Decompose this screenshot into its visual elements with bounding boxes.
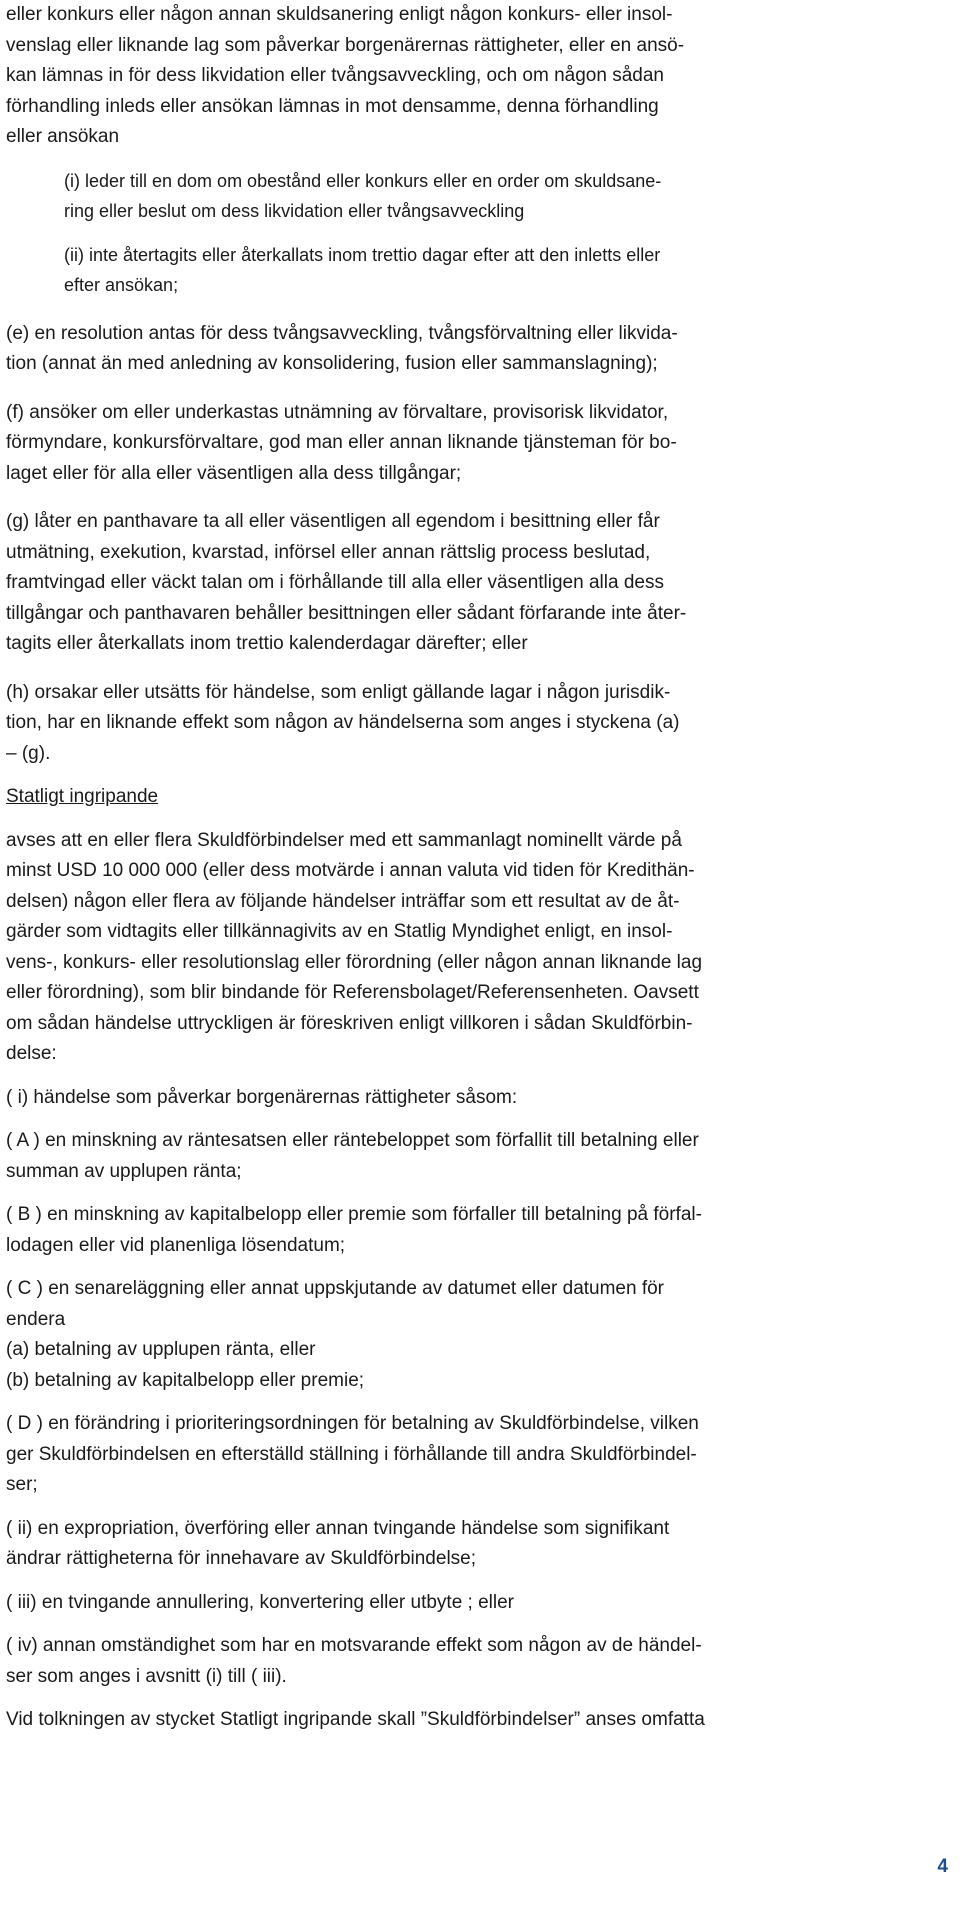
text-line: (i) leder till en dom om obestånd eller konkurs eller en order om skuldsane- [64, 170, 662, 191]
text-line: Vid tolkningen av stycket Statligt ingripande skall ”Skuldförbindelser” anses omfatta [6, 1709, 705, 1730]
text-line: (g) låter en panthavare ta all eller väsentligen all egendom i besittning eller får [6, 511, 660, 532]
paragraph-iii [6, 1588, 866, 1619]
paragraph-iv [6, 1631, 866, 1692]
text-line: summan av upplupen ränta; [6, 1160, 242, 1182]
text-line: eller förordning), som blir bindande för Referensbolaget/Referensenheten. Oavsett [6, 982, 699, 1003]
text-line: eller ansökan [6, 126, 120, 147]
text-line: ring eller beslut om dess likvidation eller tvångsavveckling [64, 201, 525, 221]
text-line: ( ii) en expropriation, överföring eller annan tvingande händelse som signifikant [6, 1517, 670, 1539]
paragraph-ii [6, 1514, 866, 1575]
text-line: ser; [6, 1474, 38, 1495]
section-heading: Statligt ingripande [6, 786, 159, 807]
text-line: tagits eller återkallats inom trettio kalenderdagar därefter; eller [6, 633, 528, 654]
paragraph-f [6, 398, 866, 490]
text-line: tion, har en liknande effekt som någon av händelserna som anges i styckena (a) [6, 712, 680, 733]
text-line: ( D ) en förändring i prioriteringsordningen för betalning av Skuldförbindelse, vilken [6, 1413, 699, 1434]
paragraph-C [6, 1274, 866, 1396]
text-line: kan lämnas in för dess likvidation eller tvångsavveckling, och om någon sådan [6, 65, 664, 86]
text-line: laget eller för alla eller väsentligen alla dess tillgångar; [6, 462, 462, 484]
text-line: ger Skuldförbindelsen en efterställd ställning i förhållande till andra Skuldförbindel- [6, 1443, 697, 1465]
text-line: ( iv) annan omständighet som har en motsvarande effekt som någon av de händel- [6, 1635, 702, 1656]
paragraph-A [6, 1126, 866, 1187]
text-line: lodagen eller vid planenliga lösendatum; [6, 1234, 346, 1256]
text-line: avses att en eller flera Skuldförbindelser med ett sammanlagt nominellt värde på [6, 829, 682, 851]
paragraph-sub-i [6, 166, 866, 227]
text-line: ( iii) en tvingande annullering, konvertering eller utbyte ; eller [6, 1591, 514, 1613]
text-line: – (g). [6, 742, 51, 764]
text-line: utmätning, exekution, kvarstad, införsel eller annan rättslig process beslutad, [6, 541, 651, 563]
text-line: framtvingad eller väckt talan om i förhållande till alla eller väsentligen alla dess [6, 572, 664, 593]
text-line: (h) orsakar eller utsätts för händelse, som enligt gällande lagar i någon jurisdik- [6, 681, 671, 703]
paragraph-e [6, 319, 866, 380]
paragraph-h [6, 678, 866, 770]
text-line: endera [6, 1308, 66, 1330]
text-line: delse: [6, 1043, 57, 1064]
paragraph-B [6, 1200, 866, 1261]
text-line: eller konkurs eller någon annan skuldsanering enligt någon konkurs- eller insol- [6, 4, 673, 25]
text-line: delsen) någon eller flera av följande händelser inträffar som ett resultat av de åt- [6, 890, 680, 912]
paragraph-intro [6, 0, 866, 153]
text-line: venslag eller liknande lag som påverkar borgenärernas rättigheter, eller en ansö- [6, 34, 685, 56]
paragraph-g [6, 507, 866, 660]
text-line: (e) en resolution antas för dess tvångsavveckling, tvångsförvaltning eller likvida- [6, 322, 678, 344]
text-line: efter ansökan; [64, 275, 179, 295]
paragraph-sub-ii [6, 240, 866, 301]
text-line: ser som anges i avsnitt (i) till ( iii). [6, 1665, 287, 1687]
text-line: ( B ) en minskning av kapitalbelopp eller premie som förfaller till betalning på förfal- [6, 1204, 702, 1225]
text-line: ( A ) en minskning av räntesatsen eller räntebeloppet som förfallit till betalning eller [6, 1130, 699, 1151]
text-line: ( C ) en senareläggning eller annat uppskjutande av datumet eller datumen för [6, 1278, 665, 1299]
text-line: (f) ansöker om eller underkastas utnämning av förvaltare, provisorisk likvidator, [6, 401, 669, 423]
text-line: tion (annat än med anledning av konsolidering, fusion eller sammanslagning); [6, 353, 658, 374]
text-line: (ii) inte återtagits eller återkallats inom trettio dagar efter att den inletts eller [64, 244, 661, 265]
paragraph-i [6, 1083, 866, 1114]
page-number: 4 [937, 1856, 948, 1877]
text-line: vens-, konkurs- eller resolutionslag eller förordning (eller någon annan liknande lag [6, 951, 703, 973]
document-body [6, 0, 866, 1736]
text-line: förhandling inleds eller ansökan lämnas in mot densamme, denna förhandling [6, 95, 659, 117]
text-line: om sådan händelse uttryckligen är föreskriven enligt villkoren i sådan Skuldförbin- [6, 1012, 693, 1034]
text-line: (b) betalning av kapitalbelopp eller premie; [6, 1369, 365, 1391]
paragraph-avses [6, 826, 866, 1070]
text-line: ( i) händelse som påverkar borgenärernas rättigheter såsom: [6, 1086, 518, 1108]
text-line: tillgångar och panthavaren behåller besittningen eller sådant förfarande inte åter- [6, 602, 687, 624]
text-line: ändrar rättigheterna för innehavare av Skuldförbindelse; [6, 1548, 477, 1569]
text-line: minst USD 10 000 000 (eller dess motvärde i annan valuta vid tiden för Kredithän- [6, 860, 695, 881]
text-line: gärder som vidtagits eller tillkännagivits av en Statlig Myndighet enligt, en insol- [6, 921, 673, 942]
paragraph-D [6, 1409, 866, 1501]
paragraph-last [6, 1705, 866, 1736]
text-line: förmyndare, konkursförvaltare, god man eller annan liknande tjänsteman för bo- [6, 432, 677, 453]
text-line: (a) betalning av upplupen ränta, eller [6, 1339, 316, 1360]
